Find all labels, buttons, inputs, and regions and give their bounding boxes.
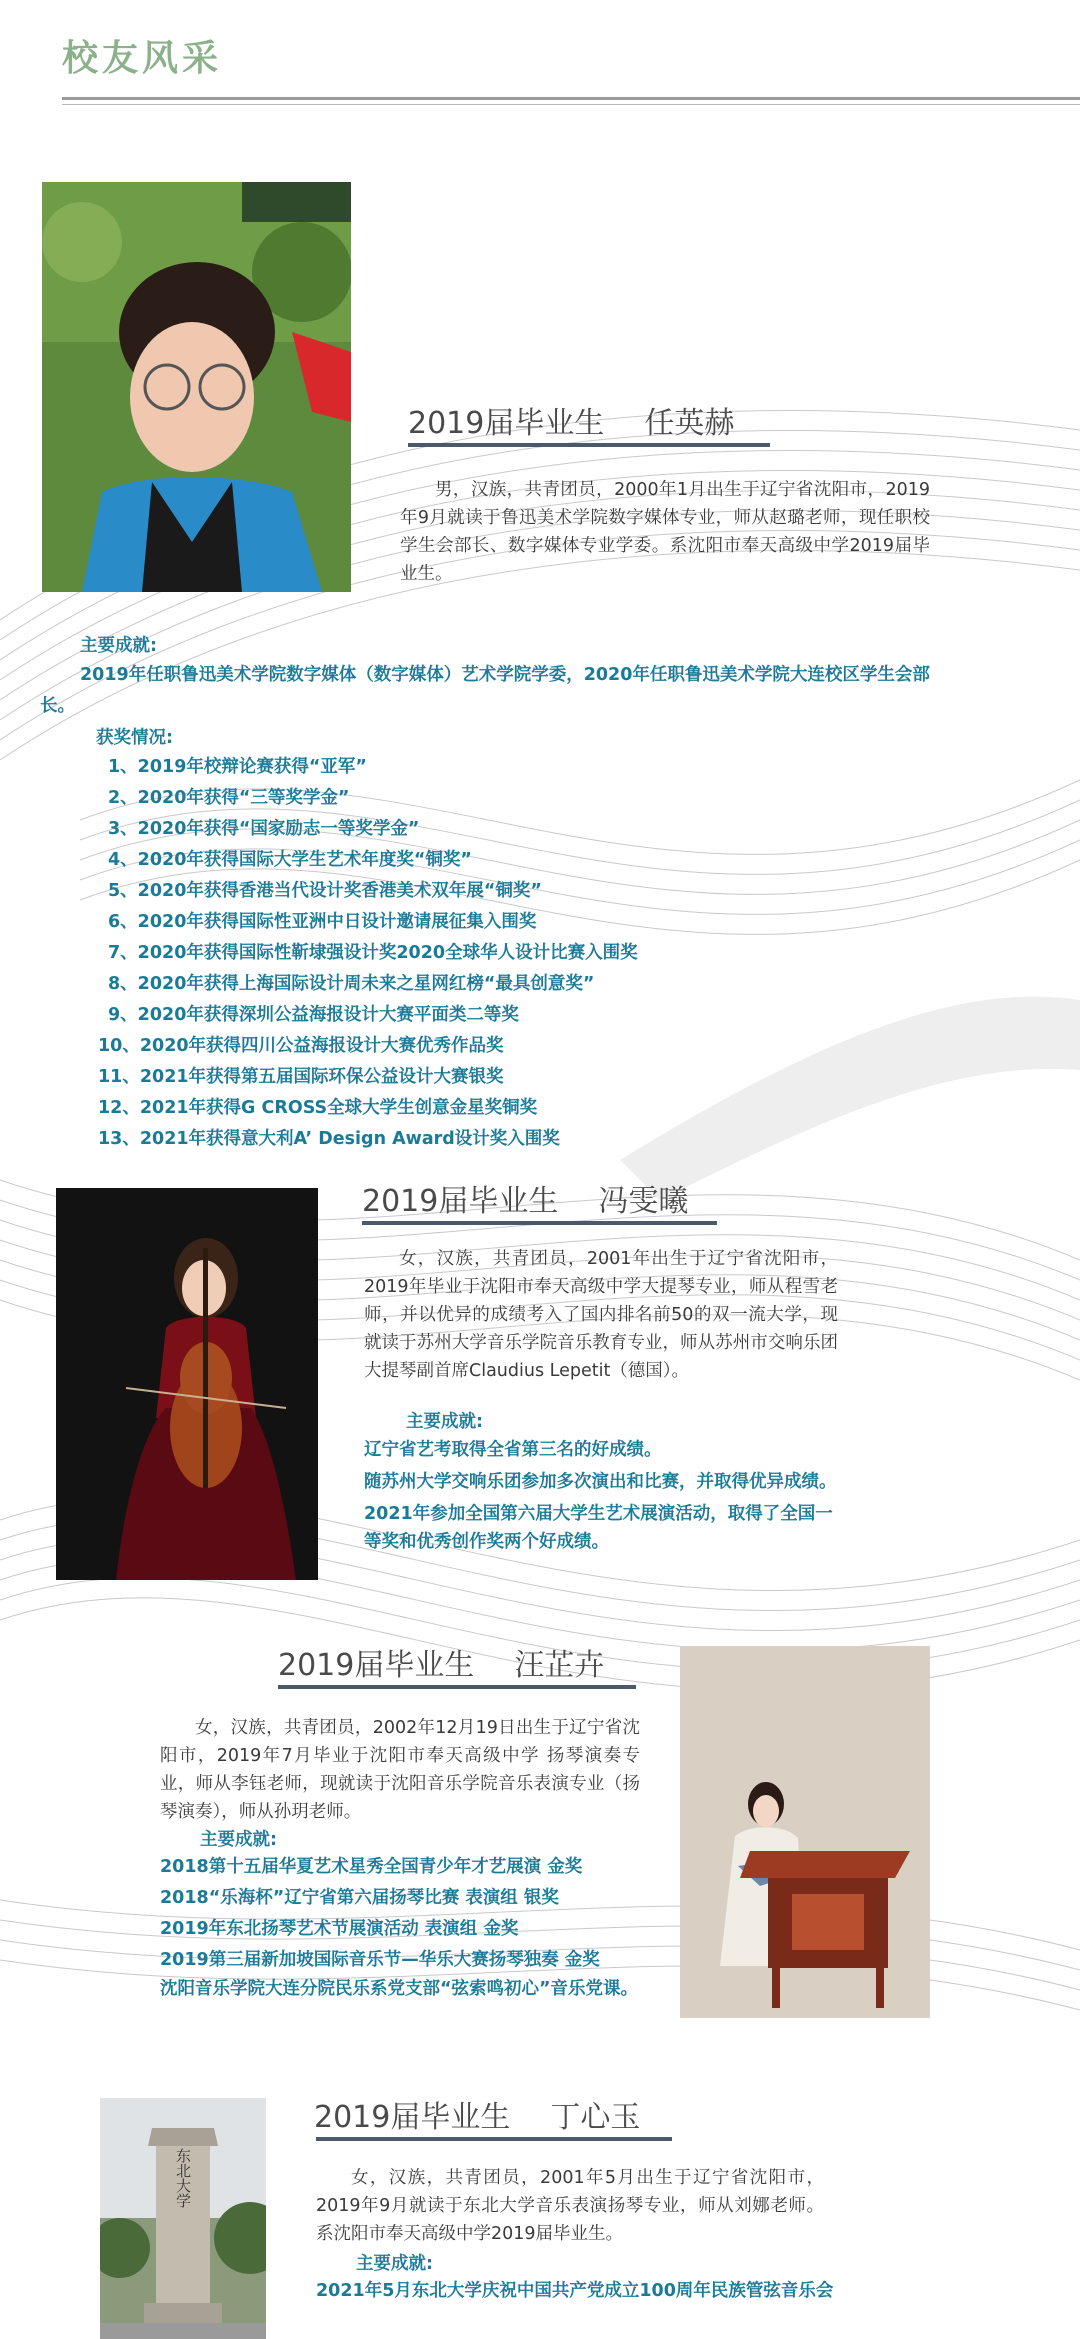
achievement-item: 沈阳音乐学院大连分院民乐系党支部“弦索鸣初心”音乐党课。 [160, 1979, 639, 1999]
alumni-3-name-underline [278, 1685, 636, 1689]
alumni-3-achievements [160, 1852, 646, 2002]
alumni-1-achievements-title: 主要成就: [80, 636, 157, 656]
achievement-item: 2019年东北扬琴艺术节展演活动 表演组 金奖 [160, 1919, 519, 1939]
alumni-4-name-underline [316, 2137, 672, 2141]
alumni-4-grad: 2019届毕业生 [314, 2100, 511, 2135]
award-item: 6、2020年获得国际性亚洲中日设计邀请展征集入围奖 [108, 912, 537, 932]
alumni-3-heading [278, 1640, 604, 1690]
page-title: 校友风采 [62, 37, 223, 79]
achievement-item: 2019第三届新加坡国际音乐节—华乐大赛扬琴独奏 金奖 [160, 1950, 600, 1970]
header-divider-thin [62, 104, 1080, 105]
alumni-4-bio: 女，汉族，共青团员，2001年5月出生于辽宁省沈阳市，2019年9月就读于东北大学音乐表演扬琴专业，师从刘娜老师。系沈阳市奉天高级中学2019届毕业生。 [316, 2168, 824, 2244]
alumni-1-bio: 男，汉族，共青团员，2000年1月出生于辽宁省沈阳市，2019年9月就读于鲁迅美术学院数字媒体专业，师从赵璐老师，现任职校学生会部长、数字媒体专业学委。系沈阳市奉天高级中学2019届毕业生。 [400, 480, 930, 584]
award-item: 13、2021年获得意大利A’ Design Award设计奖入围奖 [98, 1129, 560, 1149]
achievement-item: 2018“乐海杯”辽宁省第六届扬琴比赛 表演组 银奖 [160, 1888, 559, 1908]
alumni-1-heading [408, 398, 734, 448]
achievement-item: 2021年5月东北大学庆祝中国共产党成立100周年民族管弦音乐会 [316, 2281, 834, 2301]
achievement-item: 2021年参加全国第六届大学生艺术展演活动，取得了全国一等奖和优秀创作奖两个好成绩。 [364, 1504, 833, 1552]
alumni-2-name: 冯雯曦 [598, 1184, 689, 1219]
award-item: 10、2020年获得四川公益海报设计大赛优秀作品奖 [98, 1036, 504, 1056]
award-item: 8、2020年获得上海国际设计周未来之星网红榜“最具创意奖” [108, 974, 595, 994]
alumni-photo-2 [56, 1188, 318, 1580]
alumni-4-heading [314, 2092, 640, 2142]
award-item: 4、2020年获得国际大学生艺术年度奖“铜奖” [108, 850, 472, 870]
alumni-3-grad: 2019届毕业生 [278, 1648, 475, 1683]
award-item: 1、2019年校辩论赛获得“亚军” [108, 757, 367, 777]
alumni-1-grad: 2019届毕业生 [408, 406, 605, 441]
alumni-3-achievements-title: 主要成就: [200, 1830, 277, 1850]
achievement-item: 辽宁省艺考取得全省第三名的好成绩。 [364, 1440, 662, 1460]
alumni-4-achievements [316, 2278, 836, 2304]
alumni-photo-1 [42, 182, 351, 592]
achievement-item: 2018第十五届华夏艺术星秀全国青少年才艺展演 金奖 [160, 1857, 583, 1877]
alumni-2-heading [362, 1176, 688, 1226]
header-divider [62, 97, 1080, 100]
alumni-4-achievements-title: 主要成就: [356, 2254, 433, 2274]
award-item: 12、2021年获得G CROSS全球大学生创意金星奖铜奖 [98, 1098, 538, 1118]
alumni-1-name: 任英赫 [644, 406, 735, 441]
award-item: 5、2020年获得香港当代设计奖香港美术双年展“铜奖” [108, 881, 542, 901]
alumni-photo-3 [680, 1646, 930, 2018]
achievement-item: 随苏州大学交响乐团参加多次演出和比赛，并取得优异成绩。 [364, 1472, 837, 1492]
alumni-1-awards-list [98, 752, 928, 1155]
award-item: 9、2020年获得深圳公益海报设计大赛平面类二等奖 [108, 1005, 519, 1025]
alumni-1-awards-title: 获奖情况: [96, 728, 173, 748]
alumni-2-grad: 2019届毕业生 [362, 1184, 559, 1219]
award-item: 11、2021年获得第五届国际环保公益设计大赛银奖 [98, 1067, 504, 1087]
alumni-1-achievements [40, 660, 940, 722]
alumni-2-achievements [364, 1436, 842, 1556]
alumni-2-achievements-title: 主要成就: [406, 1412, 483, 1432]
award-item: 3、2020年获得“国家励志一等奖学金” [108, 819, 420, 839]
award-item: 2、2020年获得“三等奖学金” [108, 788, 350, 808]
alumni-4-name: 丁心玉 [550, 2100, 641, 2135]
alumni-3-name: 汪芷卉 [514, 1648, 605, 1683]
alumni-1-name-underline [408, 443, 770, 447]
monument-inscription: 东北大学 [174, 2148, 192, 2208]
alumni-3-bio: 女，汉族，共青团员，2002年12月19日出生于辽宁省沈阳市，2019年7月毕业于沈阳市奉天高级中学 扬琴演奏专业，师从李钰老师，现就读于沈阳音乐学院音乐表演专业（扬琴演奏），师从孙玥老师。 [160, 1718, 640, 1822]
alumni-2-bio: 女，汉族，共青团员，2001年出生于辽宁省沈阳市，2019年毕业于沈阳市奉天高级中学大提琴专业，师从程雪老师，并以优异的成绩考入了国内排名前50的双一流大学，现就读于苏州大学音乐学院音乐教育专业，师从苏州市交响乐团大提琴副首席Claudius Lepetit（德国）。 [364, 1249, 838, 1381]
award-item: 7、2020年获得国际性靳埭强设计奖2020全球华人设计比赛入围奖 [108, 943, 638, 963]
alumni-photo-4 [100, 2098, 266, 2339]
alumni-2-name-underline [362, 1221, 717, 1225]
alumni-1-achievement-line: 2019年任职鲁迅美术学院数字媒体（数字媒体）艺术学院学委，2020年任职鲁迅美术学院大连校区学生会部长。 [40, 665, 930, 716]
